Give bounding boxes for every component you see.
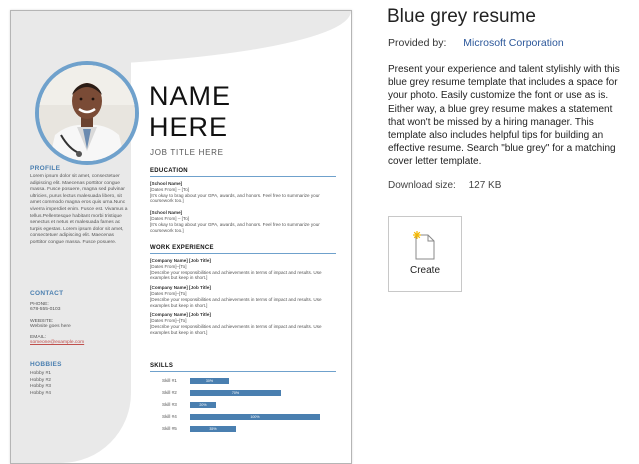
job-heading: [Company Name] [Job Title] [150, 285, 211, 291]
resume-job-title: JOB TITLE HERE [150, 148, 224, 157]
skill-label: Skill #3 [162, 402, 177, 407]
school-name: [School Name] [150, 210, 183, 216]
work-entry [150, 285, 336, 308]
download-size-label: Download size: [388, 180, 456, 191]
name-line-1: NAME [149, 81, 232, 111]
skills-section [150, 363, 336, 372]
hobby-item: Hobby #3 [30, 384, 51, 390]
website-label: WEBSITE: [30, 318, 54, 324]
skill-bar: 100% [190, 414, 320, 420]
resume-name [149, 81, 231, 143]
school-desc: [It's okay to brag about your GPA, awards, and honors. Feel free to summarize your coursework too.] [150, 192, 320, 204]
profile-heading: PROFILE [30, 165, 61, 172]
create-label: Create [409, 265, 440, 276]
provided-by [388, 37, 564, 49]
phone-label: PHONE: [30, 302, 49, 307]
profile-photo [35, 61, 139, 165]
section-divider [150, 371, 336, 372]
provider-link[interactable]: Microsoft Corporation [463, 37, 564, 49]
download-size-value: 127 KB [468, 180, 502, 191]
hobby-item: Hobby #2 [30, 377, 51, 383]
skills-heading: SKILLS [150, 363, 174, 369]
template-title: Blue grey resume [387, 6, 536, 27]
work-section [150, 245, 336, 336]
skill-row [150, 413, 340, 421]
school-desc: [It's okay to brag about your GPA, awards, and honors. Feel free to summarize your coursework too.] [150, 221, 320, 233]
email-label: EMAIL: [30, 335, 47, 341]
name-line-2: HERE [149, 112, 229, 142]
hobby-item: Hobby #4 [30, 390, 51, 396]
phone-value: 678-555-0103 [30, 307, 61, 312]
skill-label: Skill #1 [162, 378, 177, 383]
education-entry [150, 210, 336, 233]
hobbies-section [30, 361, 130, 397]
work-entry [150, 258, 336, 281]
job-dates: [Dates From]–[To] [150, 290, 187, 296]
skill-bar: 20% [190, 402, 216, 408]
education-section [150, 168, 336, 233]
skill-bar: 70% [190, 390, 281, 396]
section-divider [150, 253, 336, 254]
job-dates: [Dates From]–[To] [150, 263, 187, 269]
email-link: someone@example.com [30, 340, 85, 346]
section-divider [150, 176, 336, 177]
job-desc: [Describe your responsibilities and achievements in terms of impact and results. Use examples but keep in short.] [150, 269, 322, 281]
school-name: [School Name] [150, 181, 183, 186]
header-arc [11, 11, 351, 66]
contact-section [30, 290, 130, 347]
work-entry [150, 312, 336, 335]
skill-label: Skill #2 [162, 390, 177, 395]
skill-row [150, 377, 340, 385]
profile-section [30, 165, 130, 247]
school-dates: [Dates From] – [To] [150, 215, 190, 221]
profile-text: Lorem ipsum dolor sit amet, consectetuer adipiscing elit. Maecenas porttitor congue massa. Fusce posuere, magna sed pulvinar ultricies, purus lectus malesuada libero, sit amet commodo magna eros quis urna.Nunc viverra imperdiet enim. Fusce est. Vivamus a tellus.Pellentesque habitant morbi tristique senectus et netus et malesuada fames ac turpis egestas. Lorem ipsum dolor sit amet, consectetuer adipiscing elit. Maecenas porttitor congue massa. Fusce posuere. [30, 174, 128, 245]
provided-by-label: Provided by: [388, 37, 447, 49]
work-heading: WORK EXPERIENCE [150, 245, 214, 251]
hobby-item: Hobby #1 [30, 371, 51, 376]
job-desc: [Describe your responsibilities and achievements in terms of impact and results. Use examples but keep in short.] [150, 296, 322, 308]
skill-row [150, 389, 340, 397]
contact-heading: CONTACT [30, 290, 64, 297]
skill-bar: 35% [190, 426, 236, 432]
skill-row [150, 401, 340, 409]
create-button[interactable] [388, 216, 462, 292]
website-value: Website goes here [30, 323, 71, 329]
job-heading: [Company Name] [Job Title] [150, 312, 211, 318]
new-document-icon [413, 231, 437, 261]
education-entry [150, 181, 336, 204]
education-heading: EDUCATION [150, 168, 188, 174]
skill-row [150, 425, 340, 433]
job-dates: [Dates From]–[To] [150, 318, 187, 324]
hobbies-heading: HOBBIES [30, 361, 62, 368]
template-preview[interactable] [10, 10, 352, 464]
school-dates: [Dates From] – [To] [150, 186, 190, 192]
job-desc: [Describe your responsibilities and achievements in terms of impact and results. Use examples but keep in short.] [150, 323, 322, 335]
download-size [388, 180, 501, 191]
skill-bar: 30% [190, 378, 229, 384]
template-description: Present your experience and talent stylishly with this blue grey resume template that includes a space for your photo. Easily customize the font or use as is. Either way, a blue grey resume makes a statement that won't be missed by a hiring manager. This template also includes helpful tips for building an effective resume. Search "blue grey" for a matching cover letter template. [388, 64, 620, 168]
skill-label: Skill #4 [162, 414, 177, 419]
skill-label: Skill #5 [162, 426, 177, 431]
doctor-portrait-icon [39, 65, 135, 161]
job-heading: [Company Name] [Job Title] [150, 258, 211, 263]
